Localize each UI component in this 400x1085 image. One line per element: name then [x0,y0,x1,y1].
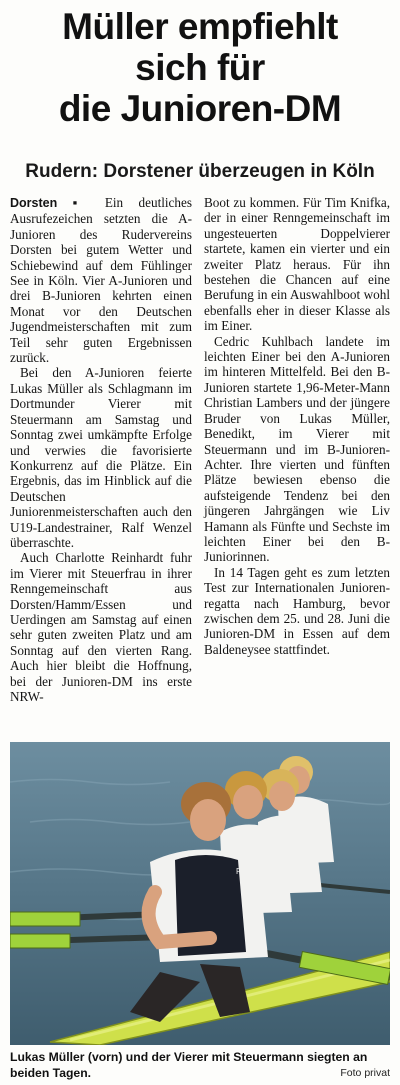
paragraph: Auch Charlotte Reinhardt fuhr im Vierer mit Steuerfrau in ihrer Renngemeinschaft aus Dorsten/Hamm/Essen und Uerdingen am Samstag auf einen sehr guten zweiten Platz und am Sonntag auf den vierten Rang. Auch hier bleibt die Hoffnung, bei der Junioren-DM ins erste NRW- [10,550,192,704]
rowing-illustration [10,742,390,1045]
dateline: Dorsten [10,196,58,210]
subheadline: Rudern: Dorstener überzeugen in Köln [25,161,375,182]
article-column-right [204,195,390,657]
dateline-separator: ▪ [57,195,105,210]
headline-line-1: Müller empfiehlt [62,6,338,47]
headline-line-2: sich für [135,47,265,88]
article-column-left [10,195,192,704]
rowing-photo [10,742,390,1045]
photo-caption: Lukas Müller (vorn) und der Vierer mit Steuermann siegten an beiden Tagen. [10,1050,368,1080]
paragraph-text: Ein deutliches Ausrufezeichen setzten die A-Junioren des Rudervereins Dorsten bei gutem Wetter und Schiebewind auf dem Fühlinger See in Köln. Vier A-Junioren und drei B-Junioren kehrten einen Monat vor den Deutschen Jugendmeisterschaften mit zum Teil sehr guten Ergebnissen zurück. [10,195,192,366]
photo-credit: Foto privat [340,1067,390,1079]
paragraph: In 14 Tagen geht es zum letzten Test zur Internationalen Juniorenregatta nach Hamburg, bevor zwischen dem 25. und 28. Juni die Junioren-DM in Essen auf dem Baldeneysee stattfindet. [204,564,390,657]
paragraph: Cedric Kuhlbach landete im leichten Einer bei den A-Junioren im hinteren Mittelfeld. Bei den B-Junioren startete 1,96-Meter-Mann Christian Lambers und der jüngere Bruder von Lukas Müller, Benedikt, im Vierer mit Steuermann und im B-Junioren-Achter. Ihre vierten und fünften Plätze bewiesen ebenso die aufsteigende Tendenz bei den jüngeren Jahrgängen wie Liv Hamann als Fünfte und Sechste im leichten Einer bei den B-Juniorinnen. [204,333,390,565]
shirt-logo: RVB [236,867,253,876]
headline [0,6,400,129]
paragraph [10,195,192,365]
headline-line-3: die Junioren-DM [58,88,342,129]
paragraph: Bei den A-Junioren feierte Lukas Müller als Schlagmann im Dortmunder Vierer mit Steuermann am Samstag und Sonntag zwei umkämpfte Erfolge und verwies die favorisierte Konkurrenz auf die Plätze. Ein Ergebnis, das im Hinblick auf die Deutschen Juniorenmeisterschaften auch den U19-Landestrainer, Ralf Wenzel überraschte. [10,365,192,550]
paragraph: Boot zu kommen. Für Tim Knifka, der in einer Renngemeinschaft im ungesteuerten Doppelvierer startete, kamen ein vierter und ein zweiter Platz heraus. Für ihn bestehen die Chancen auf eine Berufung in ein Auswahlboot wohl ebenfalls eher in dieser Klasse als im Einer. [204,195,390,334]
